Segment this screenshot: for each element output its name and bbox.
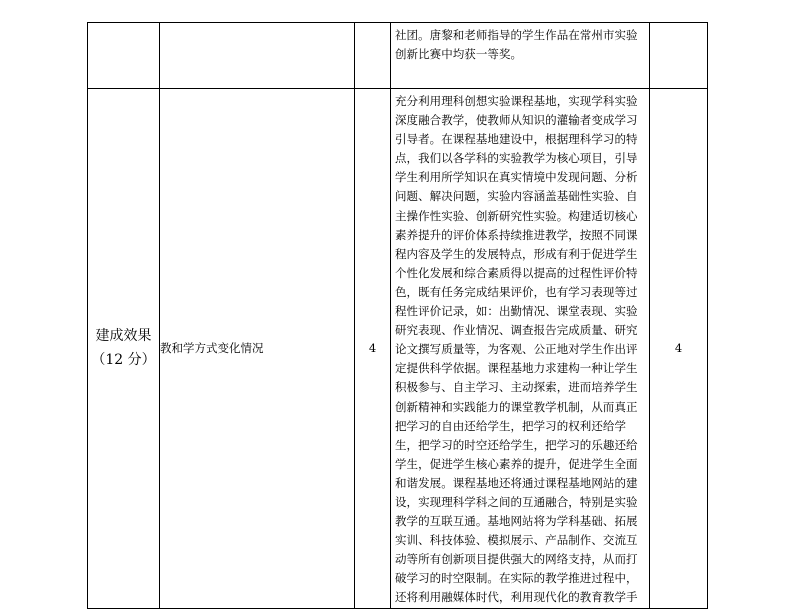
- content-cell: [391, 89, 650, 609]
- item-label: 教和学方式变化情况: [160, 341, 264, 356]
- content-line: 学生利用所学知识在真实情境中发现问题、分析: [395, 170, 638, 185]
- score-cell: [355, 89, 391, 609]
- content-line: 素养提升的评价体系持续推进教学，按照不同课: [395, 227, 638, 242]
- self-score-cell: [650, 23, 708, 89]
- content-text: [391, 23, 649, 64]
- content-line: 学生，促进学生核心素养的提升，促进学生全面: [395, 456, 638, 471]
- content-line: 生，把学习的时空还给学生，把学习的乐趣还给: [395, 437, 638, 452]
- content-line: 把学习的自由还给学生，把学习的权利还给学: [395, 418, 626, 433]
- category-cell: [88, 89, 160, 609]
- content-line: 教学的互联互通。基地网站将为学科基础、拓展: [395, 514, 638, 529]
- content-cell: [391, 23, 650, 89]
- item-cell: [160, 23, 355, 89]
- content-line: 研究表现、作业情况、调查报告完成质量、研究: [395, 323, 638, 338]
- content-line: 程性评价记录，如：出勤情况、课堂表现、实验: [395, 304, 638, 319]
- content-line: 还将利用融媒体时代，利用现代化的教育教学手: [395, 590, 638, 605]
- content-line: 创新精神和实践能力的课堂教学机制，从而真正: [395, 399, 638, 414]
- content-line: 程内容及学生的发展特点，形成有利于促进学生: [395, 246, 638, 261]
- category-points: （12 分）: [91, 352, 156, 369]
- content-line: 和谐发展。课程基地还将通过课程基地网站的建: [395, 475, 638, 490]
- content-line: 定提供科学依据。课程基地力求建构一种让学生: [395, 361, 638, 376]
- content-line: 点，我们以各学科的实验教学为核心项目，引导: [395, 151, 638, 166]
- category-title: 建成效果: [95, 328, 152, 345]
- full-score: 4: [368, 341, 377, 356]
- content-line: 动等所有创新项目提供强大的网络支持，从而打: [395, 552, 638, 567]
- content-line: 社团。唐黎和老师指导的学生作品在常州市实验: [395, 28, 638, 42]
- self-score: 4: [674, 341, 683, 356]
- content-line: 问题、解决问题，实验内容涵盖基础性实验、自: [395, 189, 638, 204]
- evaluation-table: [87, 22, 708, 609]
- content-line: 实训、科技体验、模拟展示、产品制作、交流互: [395, 533, 638, 548]
- content-line: 设，实现理科学科之间的互通融合，特别是实验: [395, 494, 638, 509]
- table-row: [88, 89, 708, 609]
- content-line: 充分利用理科创想实验课程基地，实现学科实验: [395, 94, 638, 108]
- content-line: 引导者。在课程基地建设中，根据理科学习的特: [395, 132, 638, 147]
- content-text: [391, 89, 649, 608]
- content-line: 主操作性实验、创新研究性实验。构建适切核心: [395, 208, 638, 223]
- content-line: 论文撰写质量等，为客观、公正地对学生作出评: [395, 342, 638, 357]
- content-line: 破学习的时空限制。在实际的教学推进过程中，: [395, 571, 638, 586]
- self-score-cell: [650, 89, 708, 609]
- content-line: 创新比赛中均获一等奖。: [395, 47, 523, 62]
- item-cell: [160, 89, 355, 609]
- content-line: 色，既有任务完成结果评价，也有学习表现等过: [395, 284, 638, 299]
- category-cell: [88, 23, 160, 89]
- content-line: 深度融合教学，使教师从知识的灌输者变成学习: [395, 113, 638, 128]
- content-line: 个性化发展和综合素质得以提高的过程性评价特: [395, 265, 638, 280]
- content-line: 积极参与、自主学习、主动探索，进而培养学生: [395, 380, 638, 395]
- score-cell: [355, 23, 391, 89]
- table-row: [88, 23, 708, 89]
